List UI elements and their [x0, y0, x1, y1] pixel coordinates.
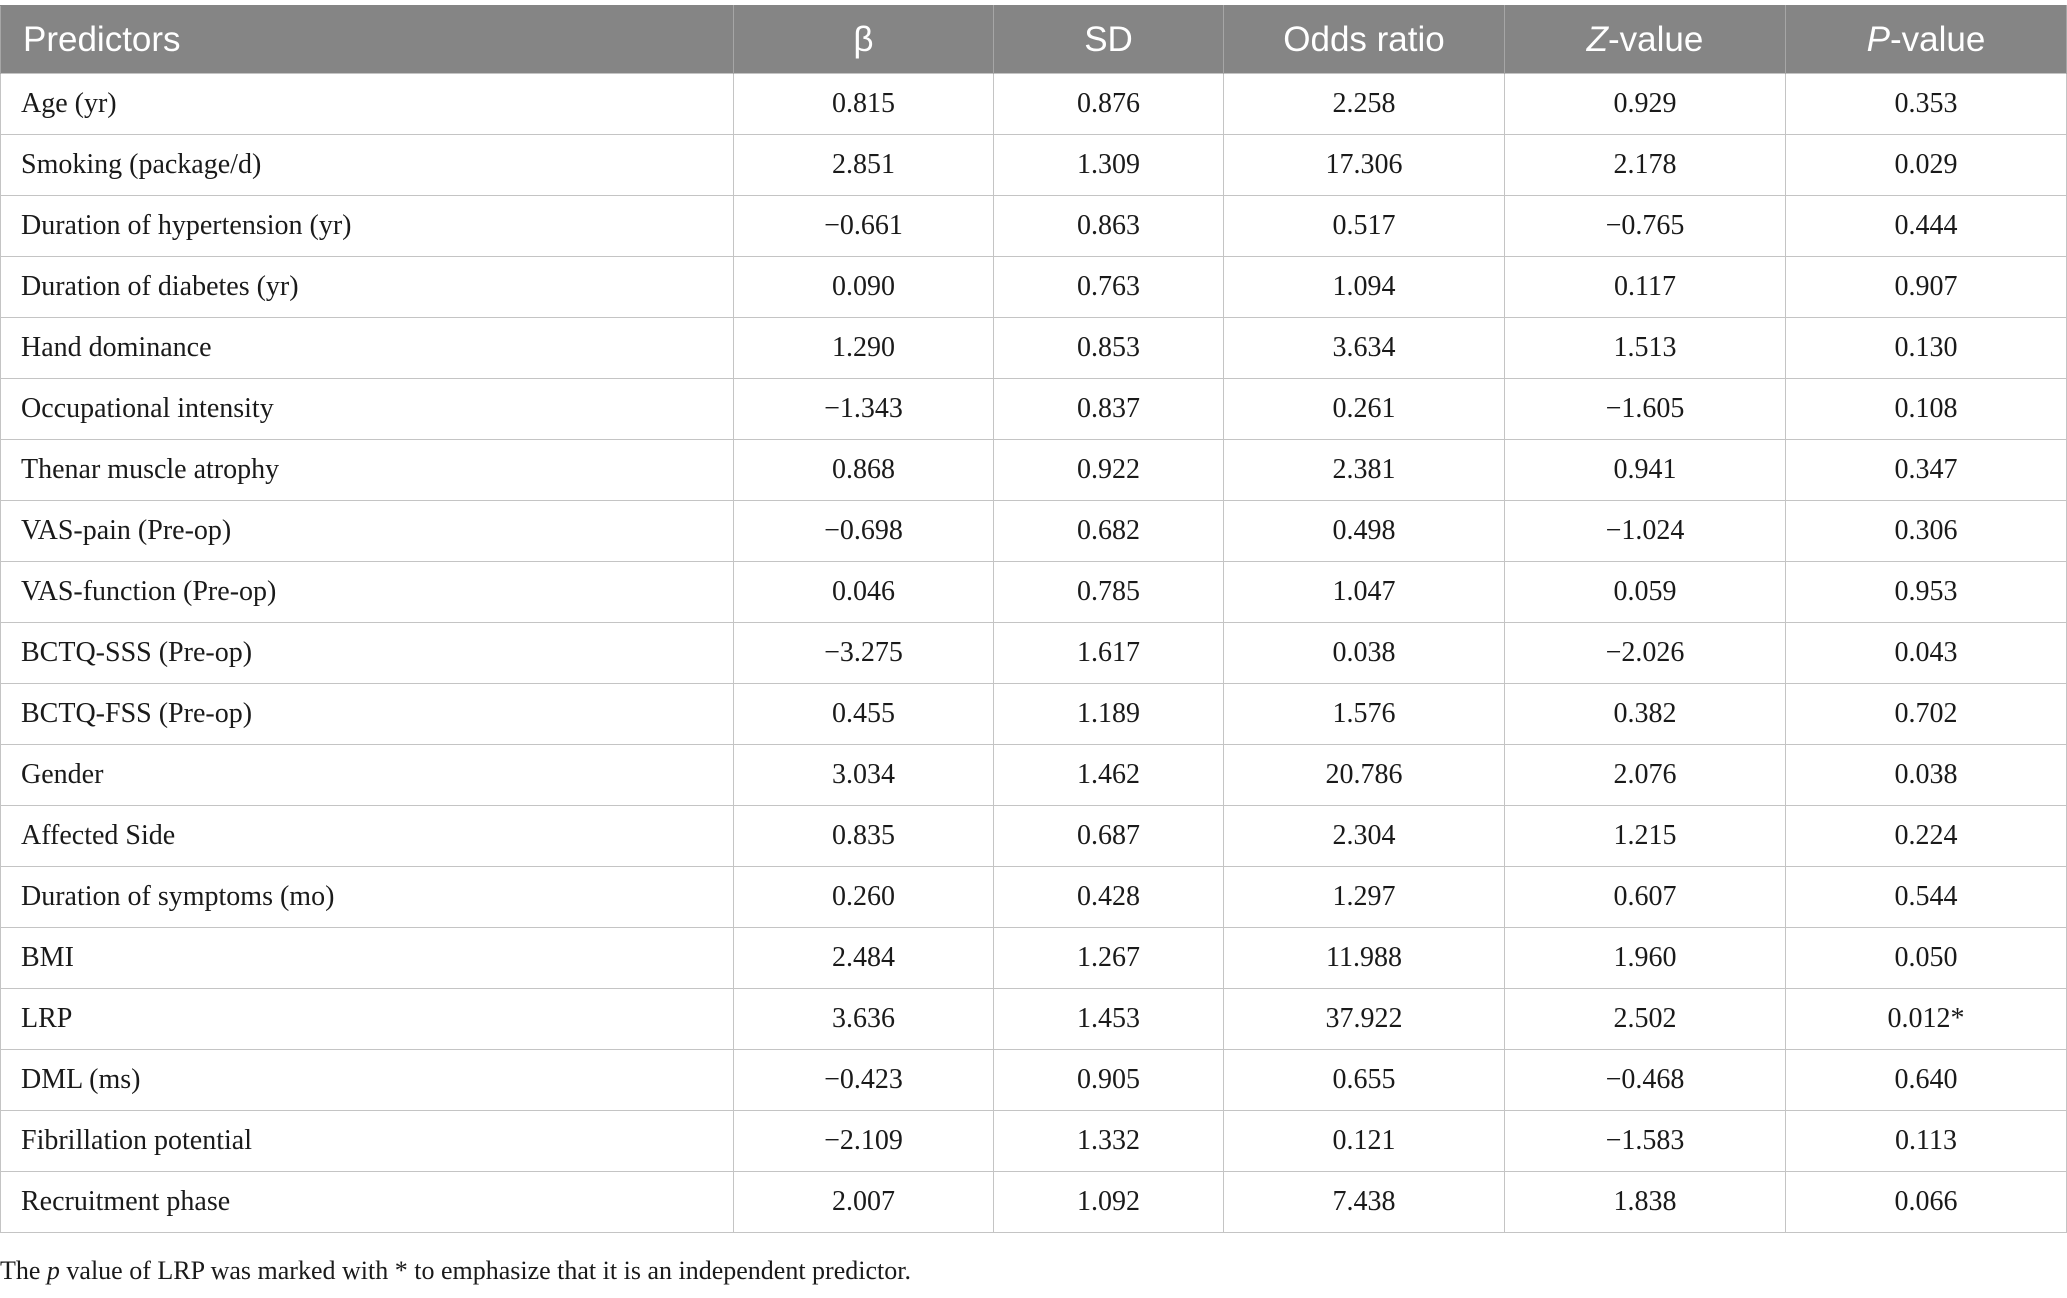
cell-beta: 0.090: [734, 257, 994, 318]
cell-beta: 2.007: [734, 1172, 994, 1233]
cell-sd: 0.863: [994, 196, 1224, 257]
cell-beta: −0.698: [734, 501, 994, 562]
cell-p-value: 0.130: [1786, 318, 2067, 379]
cell-predictor: Thenar muscle atrophy: [1, 440, 734, 501]
cell-beta: 0.455: [734, 684, 994, 745]
cell-z-value: −1.605: [1505, 379, 1786, 440]
table-row: [1, 257, 2067, 318]
header-odds-ratio: Odds ratio: [1224, 6, 1505, 74]
cell-predictor: Age (yr): [1, 74, 734, 135]
table-row: [1, 196, 2067, 257]
cell-sd: 0.876: [994, 74, 1224, 135]
cell-z-value: 0.929: [1505, 74, 1786, 135]
table-row: [1, 623, 2067, 684]
cell-beta: 1.290: [734, 318, 994, 379]
cell-predictor: BCTQ-FSS (Pre-op): [1, 684, 734, 745]
table-row: [1, 1172, 2067, 1233]
table-row: [1, 440, 2067, 501]
cell-predictor: BMI: [1, 928, 734, 989]
cell-predictor: Duration of symptoms (mo): [1, 867, 734, 928]
cell-p-value: 0.544: [1786, 867, 2067, 928]
cell-z-value: 0.382: [1505, 684, 1786, 745]
cell-beta: 3.034: [734, 745, 994, 806]
footnote-pre: The: [0, 1256, 47, 1285]
cell-p-value: 0.043: [1786, 623, 2067, 684]
cell-z-value: 0.941: [1505, 440, 1786, 501]
cell-p-value: 0.306: [1786, 501, 2067, 562]
cell-beta: 0.260: [734, 867, 994, 928]
cell-odds-ratio: 1.094: [1224, 257, 1505, 318]
cell-z-value: −1.024: [1505, 501, 1786, 562]
cell-z-value: 1.513: [1505, 318, 1786, 379]
cell-predictor: VAS-function (Pre-op): [1, 562, 734, 623]
cell-beta: 0.868: [734, 440, 994, 501]
table-row: [1, 379, 2067, 440]
predictors-table: [0, 5, 2067, 1233]
cell-sd: 0.922: [994, 440, 1224, 501]
header-predictors: Predictors: [1, 6, 734, 74]
cell-z-value: 1.215: [1505, 806, 1786, 867]
cell-p-value: 0.113: [1786, 1111, 2067, 1172]
cell-z-value: 2.076: [1505, 745, 1786, 806]
table-row: [1, 928, 2067, 989]
footnote-p-letter: p: [46, 1256, 60, 1285]
cell-sd: 0.763: [994, 257, 1224, 318]
cell-predictor: Occupational intensity: [1, 379, 734, 440]
cell-beta: 0.046: [734, 562, 994, 623]
table-row: [1, 318, 2067, 379]
table-row: [1, 745, 2067, 806]
cell-predictor: Recruitment phase: [1, 1172, 734, 1233]
cell-p-value: 0.444: [1786, 196, 2067, 257]
cell-predictor: Hand dominance: [1, 318, 734, 379]
cell-predictor: Gender: [1, 745, 734, 806]
cell-sd: 0.785: [994, 562, 1224, 623]
cell-odds-ratio: 37.922: [1224, 989, 1505, 1050]
cell-z-value: −1.583: [1505, 1111, 1786, 1172]
cell-beta: 3.636: [734, 989, 994, 1050]
cell-odds-ratio: 0.517: [1224, 196, 1505, 257]
cell-predictor: Duration of hypertension (yr): [1, 196, 734, 257]
cell-sd: 1.332: [994, 1111, 1224, 1172]
cell-sd: 0.837: [994, 379, 1224, 440]
header-z-value: [1505, 6, 1786, 74]
header-z-letter: Z: [1586, 19, 1609, 59]
cell-z-value: −0.468: [1505, 1050, 1786, 1111]
cell-sd: 1.617: [994, 623, 1224, 684]
cell-z-value: 2.178: [1505, 135, 1786, 196]
cell-odds-ratio: 0.121: [1224, 1111, 1505, 1172]
cell-p-value: 0.066: [1786, 1172, 2067, 1233]
cell-odds-ratio: 20.786: [1224, 745, 1505, 806]
cell-p-value: 0.907: [1786, 257, 2067, 318]
cell-odds-ratio: 2.381: [1224, 440, 1505, 501]
cell-p-value: 0.029: [1786, 135, 2067, 196]
cell-z-value: −0.765: [1505, 196, 1786, 257]
table-row: [1, 135, 2067, 196]
cell-p-value: 0.347: [1786, 440, 2067, 501]
cell-odds-ratio: 2.304: [1224, 806, 1505, 867]
cell-p-value: 0.050: [1786, 928, 2067, 989]
cell-beta: −2.109: [734, 1111, 994, 1172]
cell-predictor: Duration of diabetes (yr): [1, 257, 734, 318]
cell-sd: 0.682: [994, 501, 1224, 562]
header-p-suffix: -value: [1890, 19, 1986, 59]
cell-p-value: 0.353: [1786, 74, 2067, 135]
cell-odds-ratio: 1.576: [1224, 684, 1505, 745]
cell-beta: −0.423: [734, 1050, 994, 1111]
header-z-suffix: -value: [1608, 19, 1704, 59]
cell-p-value: 0.038: [1786, 745, 2067, 806]
cell-beta: −0.661: [734, 196, 994, 257]
cell-predictor: BCTQ-SSS (Pre-op): [1, 623, 734, 684]
cell-odds-ratio: 3.634: [1224, 318, 1505, 379]
cell-z-value: 0.607: [1505, 867, 1786, 928]
cell-z-value: 1.838: [1505, 1172, 1786, 1233]
cell-sd: 1.462: [994, 745, 1224, 806]
table-row: [1, 562, 2067, 623]
cell-z-value: 0.117: [1505, 257, 1786, 318]
cell-beta: 2.484: [734, 928, 994, 989]
cell-predictor: DML (ms): [1, 1050, 734, 1111]
cell-z-value: 0.059: [1505, 562, 1786, 623]
cell-predictor: Affected Side: [1, 806, 734, 867]
table-row: [1, 684, 2067, 745]
cell-sd: 1.453: [994, 989, 1224, 1050]
cell-odds-ratio: 1.047: [1224, 562, 1505, 623]
cell-p-value: 0.012*: [1786, 989, 2067, 1050]
cell-z-value: 2.502: [1505, 989, 1786, 1050]
cell-odds-ratio: 0.655: [1224, 1050, 1505, 1111]
table-row: [1, 501, 2067, 562]
table-row: [1, 806, 2067, 867]
table-header-row: [1, 6, 2067, 74]
table-footnote: [0, 1256, 911, 1286]
cell-beta: 0.815: [734, 74, 994, 135]
cell-beta: −1.343: [734, 379, 994, 440]
cell-sd: 0.905: [994, 1050, 1224, 1111]
cell-beta: 0.835: [734, 806, 994, 867]
cell-sd: 1.092: [994, 1172, 1224, 1233]
cell-p-value: 0.224: [1786, 806, 2067, 867]
cell-p-value: 0.702: [1786, 684, 2067, 745]
cell-p-value: 0.108: [1786, 379, 2067, 440]
cell-predictor: LRP: [1, 989, 734, 1050]
footnote-post: value of LRP was marked with * to emphasize that it is an independent predictor.: [59, 1256, 911, 1285]
cell-sd: 1.267: [994, 928, 1224, 989]
header-beta: β: [734, 6, 994, 74]
cell-odds-ratio: 11.988: [1224, 928, 1505, 989]
cell-odds-ratio: 2.258: [1224, 74, 1505, 135]
cell-sd: 0.853: [994, 318, 1224, 379]
table-row: [1, 1050, 2067, 1111]
cell-z-value: 1.960: [1505, 928, 1786, 989]
table-row: [1, 74, 2067, 135]
cell-z-value: −2.026: [1505, 623, 1786, 684]
cell-sd: 0.428: [994, 867, 1224, 928]
table-row: [1, 867, 2067, 928]
cell-odds-ratio: 7.438: [1224, 1172, 1505, 1233]
table-row: [1, 989, 2067, 1050]
header-p-value: [1786, 6, 2067, 74]
header-p-letter: P: [1866, 19, 1891, 59]
cell-odds-ratio: 0.038: [1224, 623, 1505, 684]
cell-sd: 0.687: [994, 806, 1224, 867]
cell-p-value: 0.953: [1786, 562, 2067, 623]
cell-beta: 2.851: [734, 135, 994, 196]
cell-odds-ratio: 17.306: [1224, 135, 1505, 196]
cell-odds-ratio: 1.297: [1224, 867, 1505, 928]
cell-p-value: 0.640: [1786, 1050, 2067, 1111]
header-sd: SD: [994, 6, 1224, 74]
cell-predictor: Smoking (package/d): [1, 135, 734, 196]
cell-odds-ratio: 0.261: [1224, 379, 1505, 440]
table-body: [1, 74, 2067, 1233]
cell-predictor: VAS-pain (Pre-op): [1, 501, 734, 562]
cell-sd: 1.309: [994, 135, 1224, 196]
table-row: [1, 1111, 2067, 1172]
cell-sd: 1.189: [994, 684, 1224, 745]
cell-predictor: Fibrillation potential: [1, 1111, 734, 1172]
cell-beta: −3.275: [734, 623, 994, 684]
cell-odds-ratio: 0.498: [1224, 501, 1505, 562]
